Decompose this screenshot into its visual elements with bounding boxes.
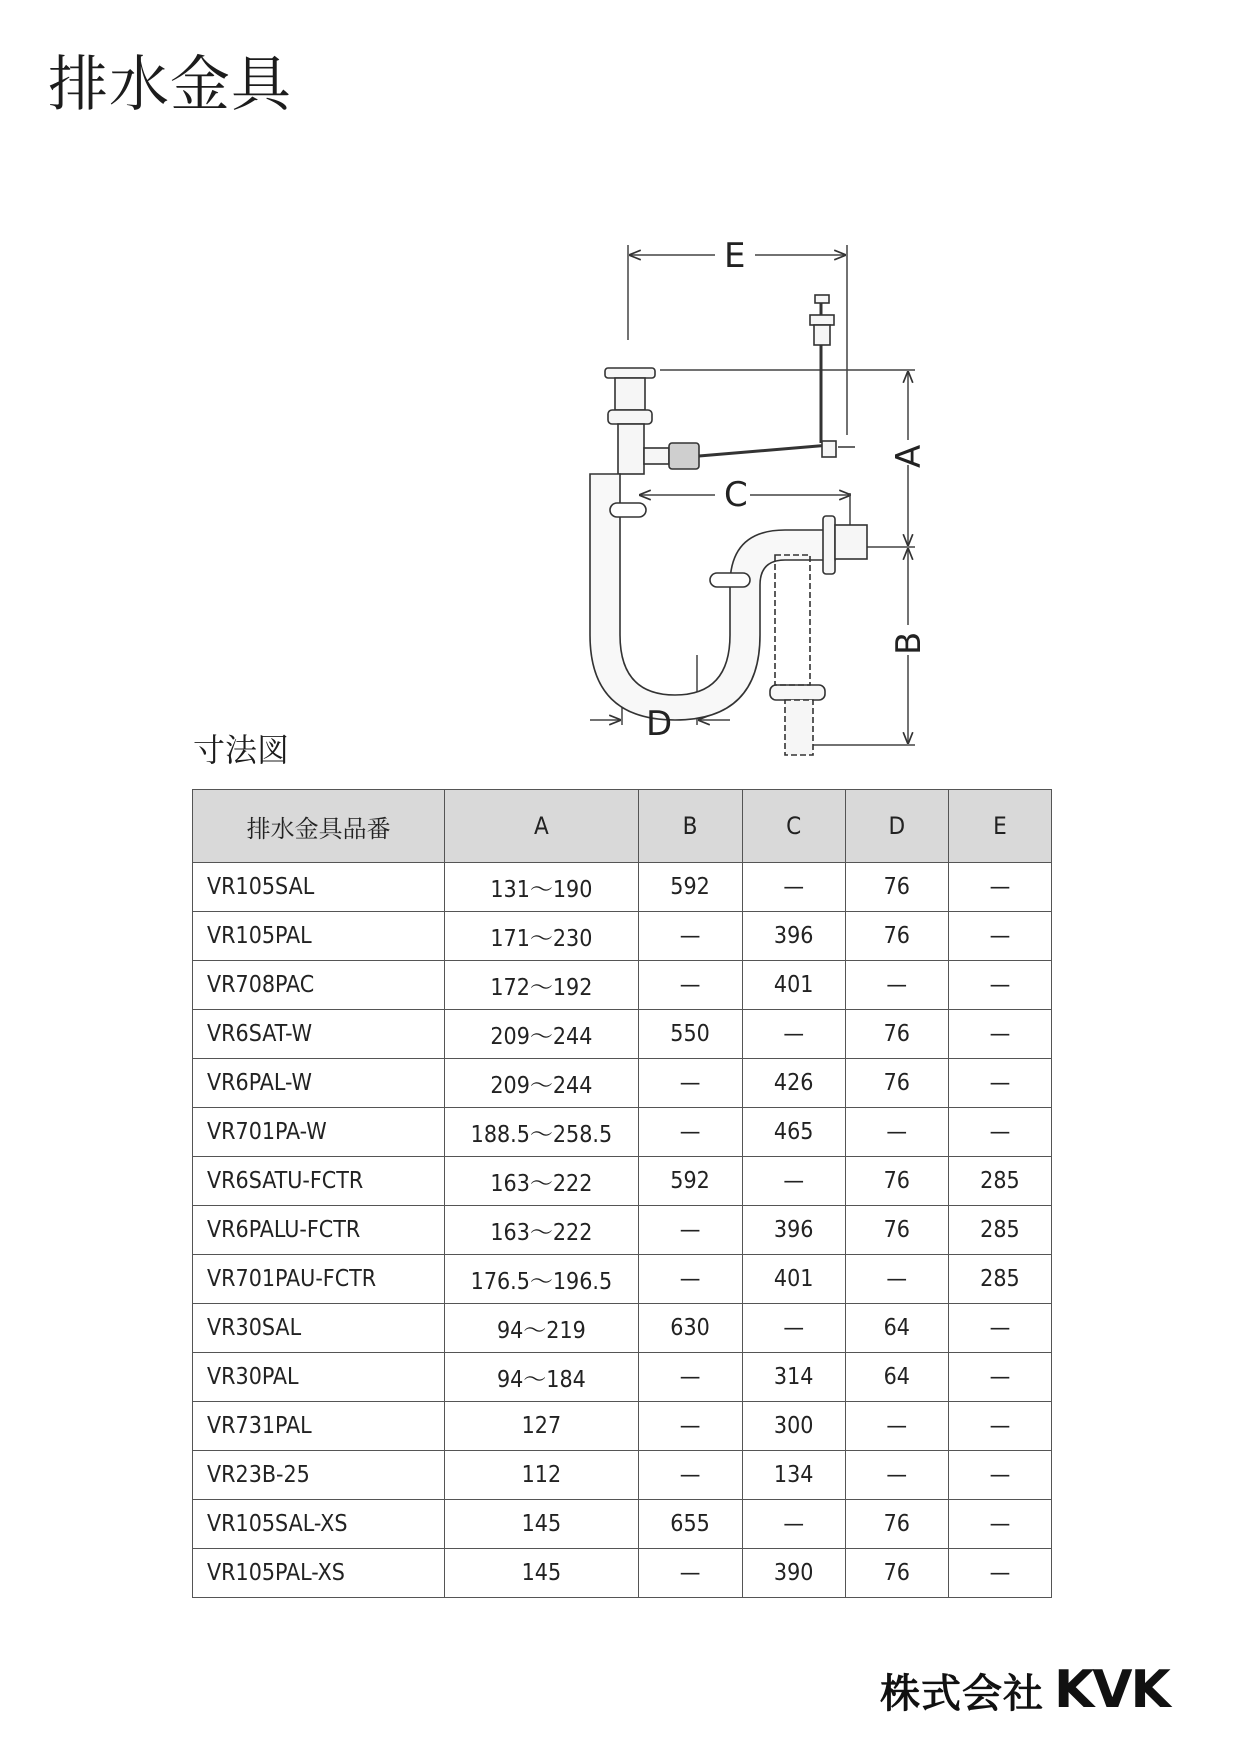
cell-a: 172〜192 — [445, 961, 638, 1010]
dim-label-b: B — [889, 631, 929, 655]
page-title: 排水金具 — [48, 50, 292, 120]
cell-c: 401 — [742, 1255, 845, 1304]
cell-c: 300 — [742, 1402, 845, 1451]
table-row — [193, 1255, 1052, 1304]
cell-e: 285 — [948, 1206, 1051, 1255]
header-model: 排水金具品番 — [193, 790, 445, 863]
cell-b: — — [638, 1353, 742, 1402]
dim-label-a: A — [889, 444, 929, 468]
cell-c: — — [742, 1157, 845, 1206]
cell-b: 592 — [638, 863, 742, 912]
cell-model: VR6SATU-FCTR — [193, 1157, 445, 1206]
cell-model: VR6SAT-W — [193, 1010, 445, 1059]
company-name: 株式会社 — [880, 1670, 1044, 1717]
cell-d: 64 — [845, 1353, 948, 1402]
cell-a: 127 — [445, 1402, 638, 1451]
table-row — [193, 863, 1052, 912]
section-title: 寸法図 — [193, 731, 290, 769]
table-row — [193, 1010, 1052, 1059]
cell-model: VR708PAC — [193, 961, 445, 1010]
table-row — [193, 1353, 1052, 1402]
table-header-row — [193, 790, 1052, 863]
cell-d: 76 — [845, 1549, 948, 1598]
cell-model: VR105SAL — [193, 863, 445, 912]
cell-c: 314 — [742, 1353, 845, 1402]
cell-c: 396 — [742, 912, 845, 961]
cell-e: — — [948, 1451, 1051, 1500]
cell-d: 76 — [845, 863, 948, 912]
cell-model: VR30PAL — [193, 1353, 445, 1402]
cell-c: 390 — [742, 1549, 845, 1598]
header-a: A — [445, 790, 638, 863]
table-row — [193, 961, 1052, 1010]
cell-b: 630 — [638, 1304, 742, 1353]
cell-b: — — [638, 1206, 742, 1255]
cell-e: — — [948, 1353, 1051, 1402]
cell-d: — — [845, 961, 948, 1010]
cell-b: — — [638, 1059, 742, 1108]
cell-model: VR6PALU-FCTR — [193, 1206, 445, 1255]
cell-e: — — [948, 1059, 1051, 1108]
cell-e: 285 — [948, 1255, 1051, 1304]
cell-model: VR105SAL-XS — [193, 1500, 445, 1549]
cell-b: — — [638, 1451, 742, 1500]
cell-b: 655 — [638, 1500, 742, 1549]
cell-d: 76 — [845, 1059, 948, 1108]
cell-d: 76 — [845, 1010, 948, 1059]
table-row — [193, 1059, 1052, 1108]
table-row — [193, 1304, 1052, 1353]
cell-e: — — [948, 863, 1051, 912]
cell-b: — — [638, 1402, 742, 1451]
cell-model: VR105PAL — [193, 912, 445, 961]
cell-a: 209〜244 — [445, 1010, 638, 1059]
cell-a: 94〜184 — [445, 1353, 638, 1402]
table-row — [193, 1402, 1052, 1451]
cell-d: — — [845, 1108, 948, 1157]
cell-d: 76 — [845, 912, 948, 961]
cell-e: — — [948, 961, 1051, 1010]
cell-b: — — [638, 961, 742, 1010]
cell-a: 94〜219 — [445, 1304, 638, 1353]
cell-c: 426 — [742, 1059, 845, 1108]
cell-model: VR6PAL-W — [193, 1059, 445, 1108]
dimension-table — [192, 789, 1052, 1598]
table-row — [193, 1206, 1052, 1255]
cell-model: VR701PA-W — [193, 1108, 445, 1157]
cell-c: 465 — [742, 1108, 845, 1157]
table-row — [193, 1451, 1052, 1500]
dim-label-c: C — [724, 475, 748, 515]
header-c: C — [742, 790, 845, 863]
cell-b: 592 — [638, 1157, 742, 1206]
cell-c: 401 — [742, 961, 845, 1010]
header-d: D — [845, 790, 948, 863]
cell-e: — — [948, 1010, 1051, 1059]
cell-model: VR701PAU-FCTR — [193, 1255, 445, 1304]
cell-e: 285 — [948, 1157, 1051, 1206]
cell-c: — — [742, 1304, 845, 1353]
cell-c: — — [742, 1010, 845, 1059]
cell-d: — — [845, 1255, 948, 1304]
cell-e: — — [948, 1108, 1051, 1157]
cell-a: 163〜222 — [445, 1157, 638, 1206]
cell-e: — — [948, 1402, 1051, 1451]
cell-a: 112 — [445, 1451, 638, 1500]
drain-fitting-diagram — [560, 225, 960, 765]
cell-model: VR731PAL — [193, 1402, 445, 1451]
cell-d: 64 — [845, 1304, 948, 1353]
cell-b: — — [638, 912, 742, 961]
table-row — [193, 1549, 1052, 1598]
cell-a: 188.5〜258.5 — [445, 1108, 638, 1157]
cell-model: VR105PAL-XS — [193, 1549, 445, 1598]
cell-e: — — [948, 1304, 1051, 1353]
cell-b: — — [638, 1108, 742, 1157]
cell-c: — — [742, 863, 845, 912]
cell-c: — — [742, 1500, 845, 1549]
cell-a: 171〜230 — [445, 912, 638, 961]
cell-a: 131〜190 — [445, 863, 638, 912]
cell-b: — — [638, 1549, 742, 1598]
header-b: B — [638, 790, 742, 863]
cell-d: — — [845, 1451, 948, 1500]
cell-a: 209〜244 — [445, 1059, 638, 1108]
cell-e: — — [948, 1500, 1051, 1549]
cell-d: 76 — [845, 1157, 948, 1206]
dim-label-d: D — [646, 704, 673, 744]
cell-model: VR23B-25 — [193, 1451, 445, 1500]
table-row — [193, 912, 1052, 961]
cell-c: 396 — [742, 1206, 845, 1255]
cell-c: 134 — [742, 1451, 845, 1500]
cell-model: VR30SAL — [193, 1304, 445, 1353]
cell-d: 76 — [845, 1206, 948, 1255]
table-row — [193, 1108, 1052, 1157]
table-row — [193, 1157, 1052, 1206]
table-row — [193, 1500, 1052, 1549]
cell-a: 145 — [445, 1500, 638, 1549]
cell-d: 76 — [845, 1500, 948, 1549]
dim-label-e: E — [724, 236, 746, 276]
cell-a: 145 — [445, 1549, 638, 1598]
cell-d: — — [845, 1402, 948, 1451]
cell-b: — — [638, 1255, 742, 1304]
company-logo — [880, 1660, 1210, 1720]
brand-logo: KVK — [1054, 1660, 1169, 1720]
cell-b: 550 — [638, 1010, 742, 1059]
cell-e: — — [948, 1549, 1051, 1598]
cell-a: 163〜222 — [445, 1206, 638, 1255]
header-e: E — [948, 790, 1051, 863]
cell-a: 176.5〜196.5 — [445, 1255, 638, 1304]
cell-e: — — [948, 912, 1051, 961]
